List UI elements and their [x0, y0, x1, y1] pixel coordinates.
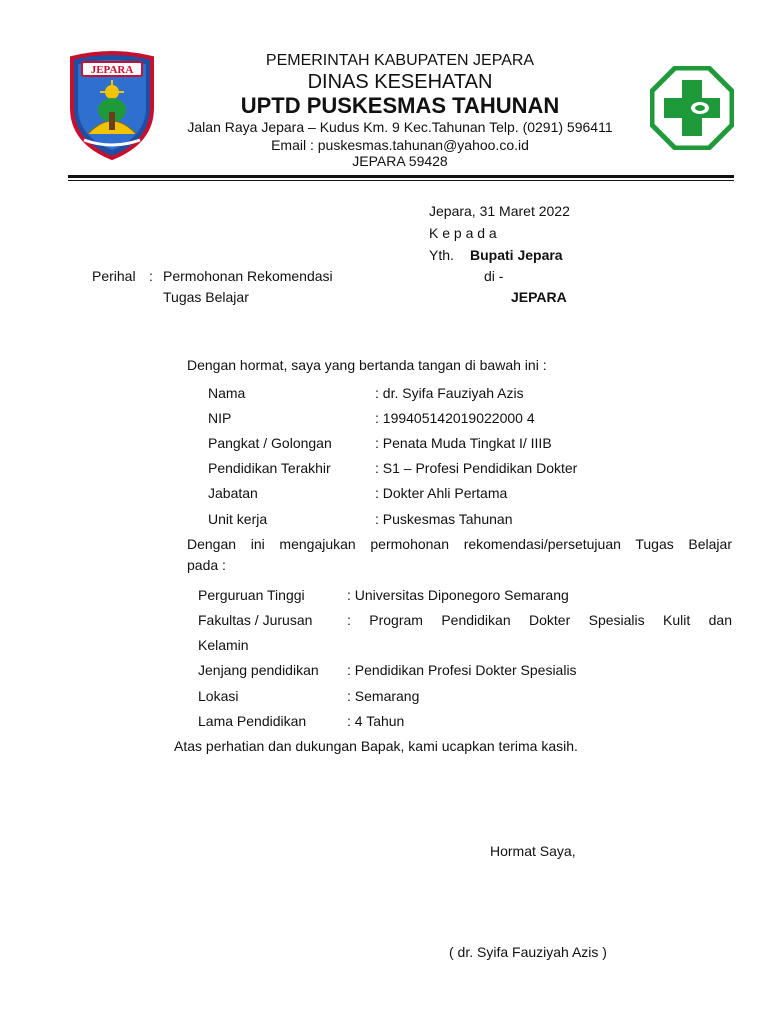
puskesmas-cross-icon [650, 66, 734, 150]
study-label: Jenjang pendidikan [198, 662, 319, 678]
request-line-2: pada : [187, 557, 226, 573]
perihal-label: Perihal [92, 268, 136, 284]
identity-label: Pendidikan Terakhir [208, 460, 331, 476]
request-line-1: Dengan ini mengajukan permohonan rekomendasi/persetujuan Tugas Belajar [187, 536, 732, 552]
institution-address: Jalan Raya Jepara – Kudus Km. 9 Kec.Tahunan Telp. (0291) 596411 [187, 119, 613, 135]
study-label: Perguruan Tinggi [198, 587, 305, 603]
study-value: : Program Pendidikan Dokter Spesialis Kulit dan [347, 612, 732, 628]
institution-name: UPTD PUSKESMAS TAHUNAN [240, 93, 560, 118]
signature-name: ( dr. Syifa Fauziyah Azis ) [449, 944, 607, 960]
study-value-continued: Kelamin [198, 637, 249, 653]
study-label: Lokasi [198, 688, 239, 704]
identity-value: : 199405142019022000 4 [375, 410, 535, 426]
institution-email: Email : puskesmas.tahunan@yahoo.co.id [271, 137, 529, 153]
identity-value: : S1 – Profesi Pendidikan Dokter [375, 460, 578, 476]
perihal-line-1: Permohonan Rekomendasi [163, 268, 333, 284]
emblem-label: JEPARA [90, 64, 134, 76]
identity-value: : Penata Muda Tingkat I/ IIIB [375, 435, 552, 451]
identity-label: Pangkat / Golongan [208, 435, 332, 451]
recipient-city: JEPARA [511, 289, 567, 305]
study-value: : Pendidikan Profesi Dokter Spesialis [347, 662, 577, 678]
study-value: : Semarang [347, 688, 420, 704]
identity-value: : Puskesmas Tahunan [375, 511, 513, 527]
letterhead-divider [68, 175, 734, 178]
identity-label: Jabatan [208, 485, 258, 501]
government-name: PEMERINTAH KABUPATEN JEPARA [265, 52, 535, 69]
recipient-name: Bupati Jepara [470, 247, 563, 263]
identity-label: Unit kerja [208, 511, 268, 527]
yth-label: Yth. [429, 247, 454, 263]
identity-label: NIP [208, 410, 232, 426]
recipient-di: di - [484, 268, 504, 284]
identity-label: Nama [208, 385, 246, 401]
institution-city-postal: JEPARA 59428 [352, 153, 448, 169]
study-label: Fakultas / Jurusan [198, 612, 313, 628]
study-label: Lama Pendidikan [198, 713, 307, 729]
perihal-line-2: Tugas Belajar [163, 289, 249, 305]
kepada-label: K e p a d a [429, 225, 497, 241]
closing-sentence: Atas perhatian dan dukungan Bapak, kami ucapkan terima kasih. [174, 738, 578, 754]
identity-value: : Dokter Ahli Pertama [375, 485, 508, 501]
signature-hormat: Hormat Saya, [490, 843, 576, 859]
greeting: Dengan hormat, saya yang bertanda tangan di bawah ini : [187, 357, 547, 373]
study-value: : 4 Tahun [347, 713, 405, 729]
jepara-regency-emblem [66, 50, 158, 160]
emblem-shield-icon [66, 50, 158, 160]
identity-value: : dr. Syifa Fauziyah Azis [375, 385, 524, 401]
letterhead-divider-thin [68, 180, 734, 181]
perihal-colon: : [149, 268, 153, 284]
department-name: DINAS KESEHATAN [307, 71, 493, 93]
puskesmas-logo [650, 66, 734, 150]
letter-date: Jepara, 31 Maret 2022 [429, 203, 570, 219]
study-value: : Universitas Diponegoro Semarang [347, 587, 569, 603]
